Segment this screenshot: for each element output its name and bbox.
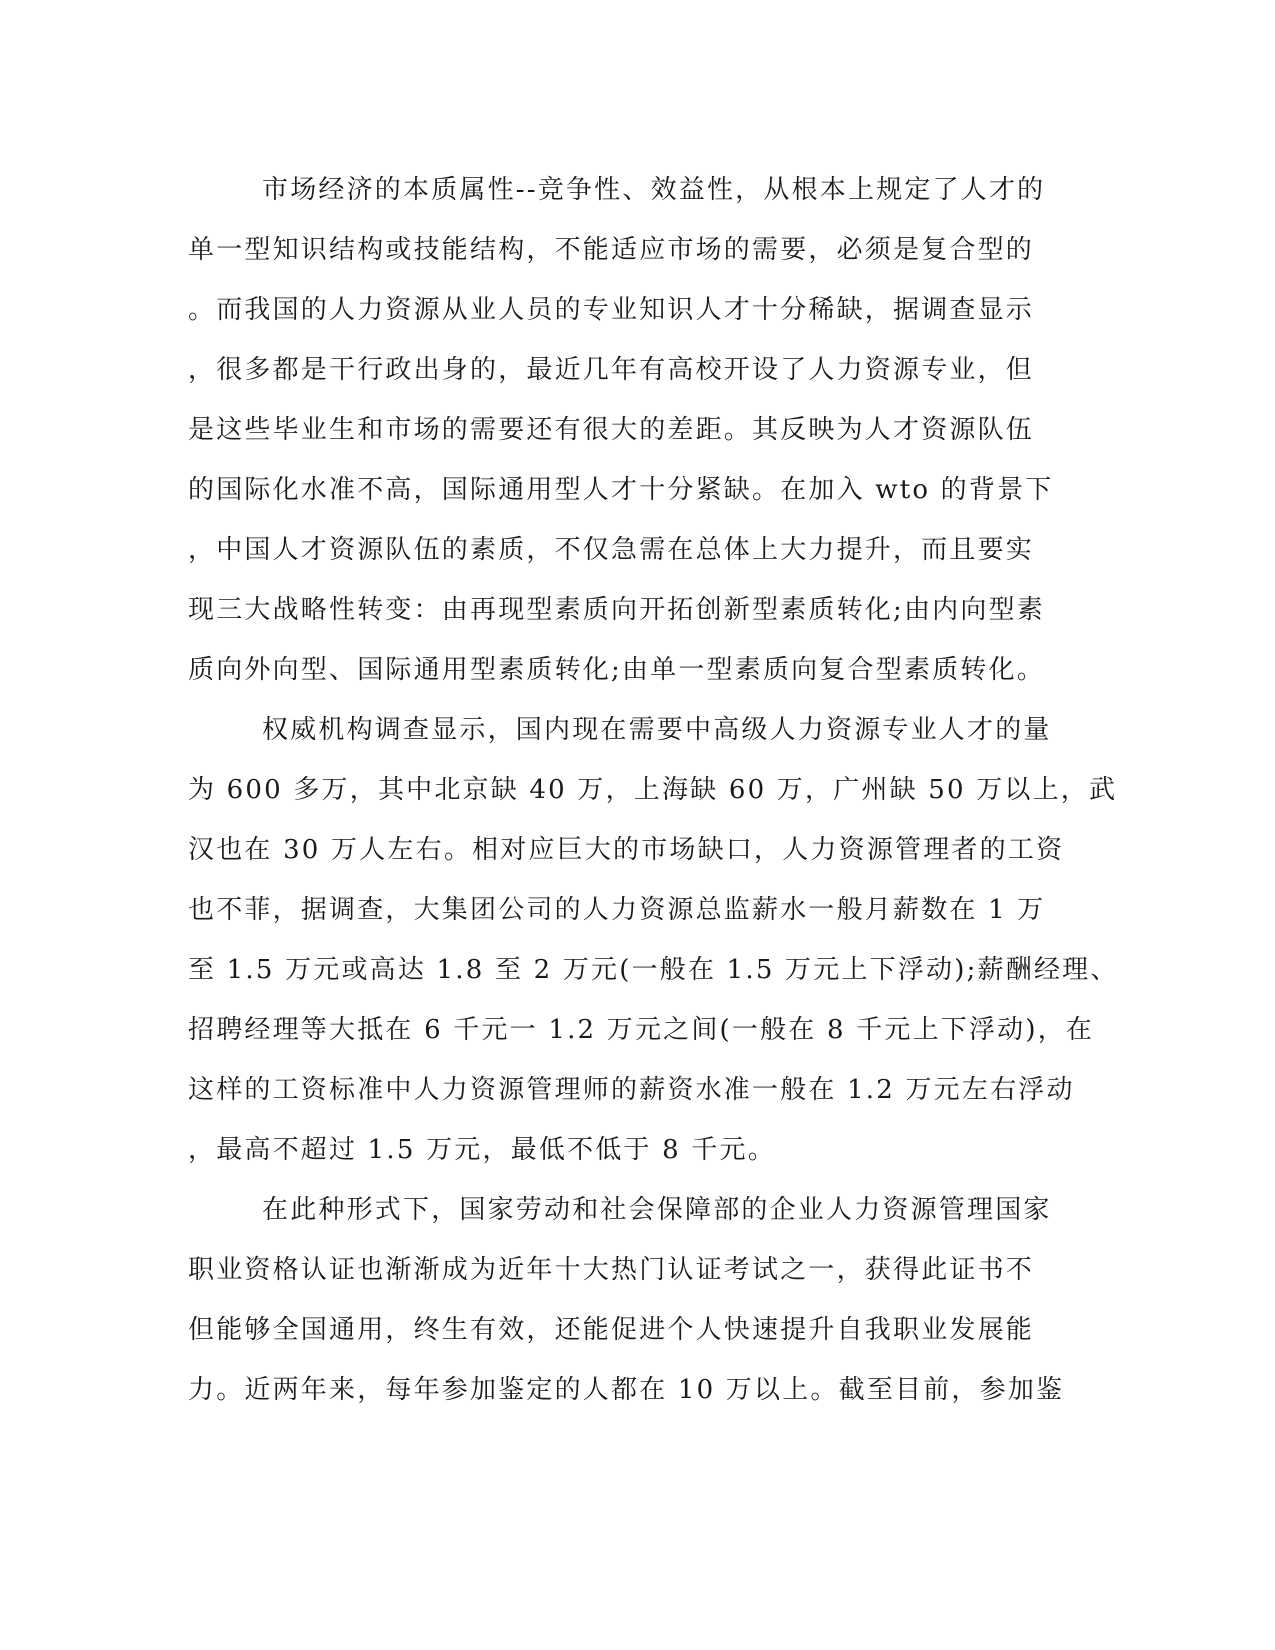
paragraph-1-line-5: 是这些毕业生和市场的需要还有很大的差距。其反映为人才资源队伍 (188, 415, 1035, 445)
paragraph-3-line-4: 力。近两年来，每年参加鉴定的人都在 10 万以上。截至目前，参加鉴 (188, 1375, 1065, 1405)
paragraph-2-line-6: 招聘经理等大抵在 6 千元一 1.2 万元之间(一般在 8 千元上下浮动)，在 (188, 1015, 1095, 1045)
paragraph-1-line-2: 单一型知识结构或技能结构，不能适应市场的需要，必须是复合型的 (188, 235, 1035, 265)
paragraph-1-line-7: ，中国人才资源队伍的素质，不仅急需在总体上大力提升，而且要实 (188, 535, 1035, 565)
paragraph-2-line-5: 至 1.5 万元或高达 1.8 至 2 万元(一般在 1.5 万元上下浮动);薪酬经理、 (188, 955, 1119, 985)
paragraph-1-line-3: 。而我国的人力资源从业人员的专业知识人才十分稀缺，据调查显示 (188, 295, 1035, 325)
paragraph-3-line-1: 在此种形式下，国家劳动和社会保障部的企业人力资源管理国家 (262, 1195, 1052, 1225)
paragraph-1-line-6: 的国际化水准不高，国际通用型人才十分紧缺。在加入 wto 的背景下 (188, 475, 1054, 505)
paragraph-2-line-8: ，最高不超过 1.5 万元，最低不低于 8 千元。 (188, 1135, 776, 1165)
paragraph-2-line-7: 这样的工资标准中人力资源管理师的薪资水准一般在 1.2 万元左右浮动 (188, 1075, 1075, 1105)
paragraph-2-line-2: 为 600 多万，其中北京缺 40 万，上海缺 60 万，广州缺 50 万以上，武 (188, 775, 1118, 805)
paragraph-3-line-3: 但能够全国通用，终生有效，还能促进个人快速提升自我职业发展能 (188, 1315, 1035, 1345)
paragraph-2-line-3: 汉也在 30 万人左右。相对应巨大的市场缺口，人力资源管理者的工资 (188, 835, 1065, 865)
paragraph-1-line-8: 现三大战略性转变：由再现型素质向开拓创新型素质转化;由内向型素 (188, 595, 1045, 625)
paragraph-2-line-1: 权威机构调查显示，国内现在需要中高级人力资源专业人才的量 (262, 715, 1052, 745)
body-text (188, 160, 1119, 1420)
paragraph-1-line-1: 市场经济的本质属性--竞争性、效益性，从根本上规定了人才的 (262, 175, 1046, 205)
paragraph-3-line-2: 职业资格认证也渐渐成为近年十大热门认证考试之一，获得此证书不 (188, 1255, 1035, 1285)
paragraph-2-line-4: 也不菲，据调查，大集团公司的人力资源总监薪水一般月薪数在 1 万 (188, 895, 1046, 925)
paragraph-1-line-4: ，很多都是干行政出身的，最近几年有高校开设了人力资源专业，但 (188, 355, 1035, 385)
paragraph-1-line-9: 质向外向型、国际通用型素质转化;由单一型素质向复合型素质转化。 (188, 655, 1045, 685)
